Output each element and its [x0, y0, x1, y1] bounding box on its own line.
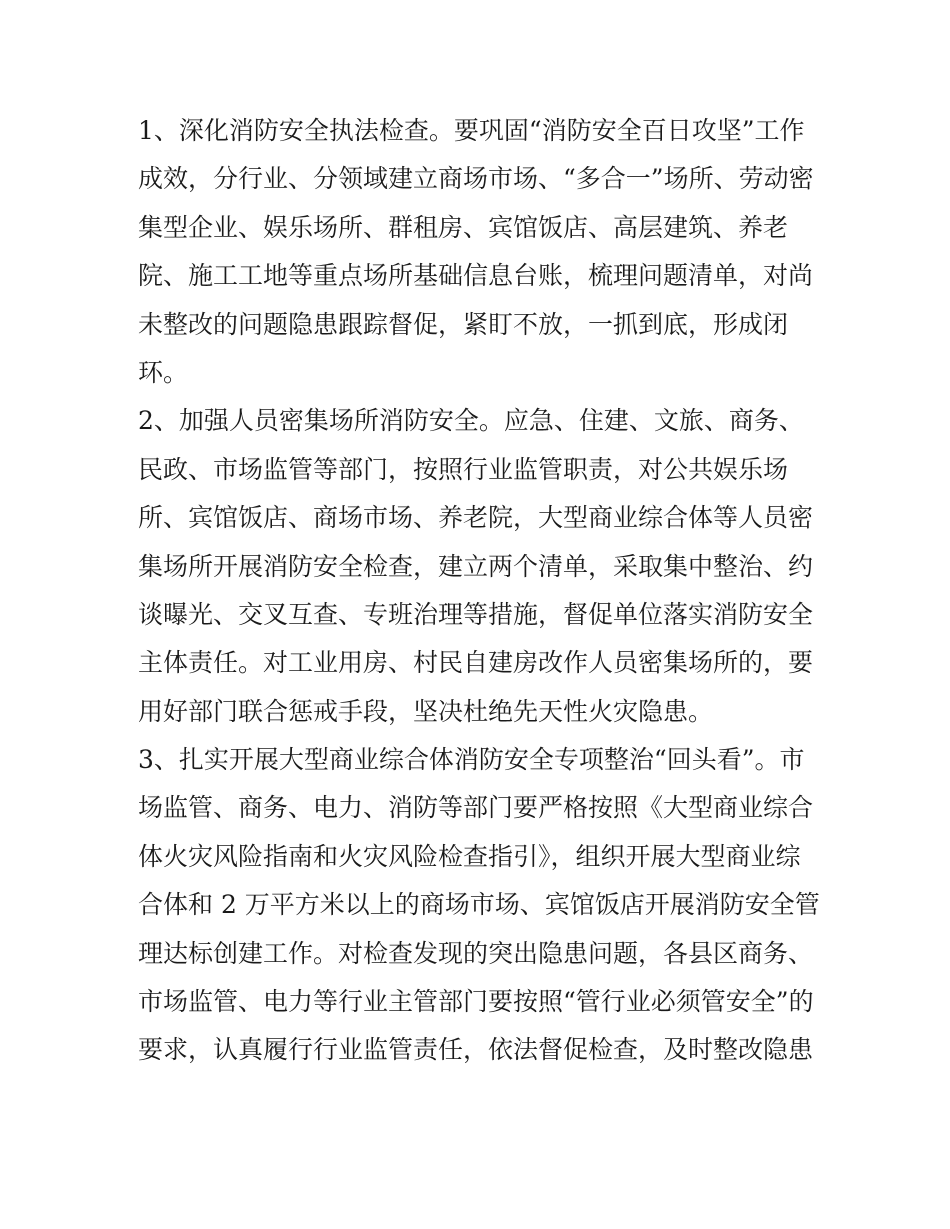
text-line: 场监管、商务、电力、消防等部门要严格按照《大型商业综合: [138, 793, 814, 823]
text-line: 院、施工工地等重点场所基础信息台账，梳理问题清单，对尚: [138, 261, 814, 291]
text-line: 集场所开展消防安全检查，建立两个清单，采取集中整治、约: [138, 551, 814, 581]
text-line: 市场监管、电力等行业主管部门要按照“管行业必须管安全”的: [138, 987, 814, 1017]
text-line: 合体和 2 万平方米以上的商场市场、宾馆饭店开展消防安全管: [138, 890, 820, 920]
paragraph-crowded-places-safety: [138, 397, 818, 736]
text-line: 主体责任。对工业用房、村民自建房改作人员密集场所的，要: [138, 648, 814, 678]
text-line: 环。: [138, 357, 189, 387]
text-line: 成效，分行业、分领域建立商场市场、“多合一”场所、劳动密: [138, 164, 814, 194]
text-line: 理达标创建工作。对检查发现的突出隐患问题，各县区商务、: [138, 938, 814, 968]
text-line: 3、扎实开展大型商业综合体消防安全专项整治“回头看”。市: [138, 745, 805, 775]
text-line: 谈曝光、交叉互查、专班治理等措施，督促单位落实消防安全: [138, 599, 814, 629]
paragraph-commercial-complex-review: [138, 736, 818, 1075]
text-line: 要求，认真履行行业监管责任，依法督促检查，及时整改隐患: [138, 1035, 814, 1065]
text-line: 民政、市场监管等部门，按照行业监管职责，对公共娱乐场: [138, 454, 789, 484]
text-line: 2、加强人员密集场所消防安全。应急、住建、文旅、商务、: [138, 406, 804, 436]
text-line: 集型企业、娱乐场所、群租房、宾馆饭店、高层建筑、养老: [138, 212, 789, 242]
document-body: [138, 107, 818, 1075]
text-line: 未整改的问题隐患跟踪督促，紧盯不放，一抓到底，形成闭: [138, 309, 789, 339]
text-line: 所、宾馆饭店、商场市场、养老院，大型商业综合体等人员密: [138, 503, 814, 533]
text-line: 用好部门联合惩戒手段，坚决杜绝先天性火灾隐患。: [138, 696, 714, 726]
text-line: 1、深化消防安全执法检查。要巩固“消防安全百日攻坚”工作: [138, 116, 805, 145]
text-line: 体火灾风险指南和火灾风险检查指引》，组织开展大型商业综: [138, 841, 801, 871]
paragraph-fire-enforcement-inspection: [138, 107, 818, 397]
